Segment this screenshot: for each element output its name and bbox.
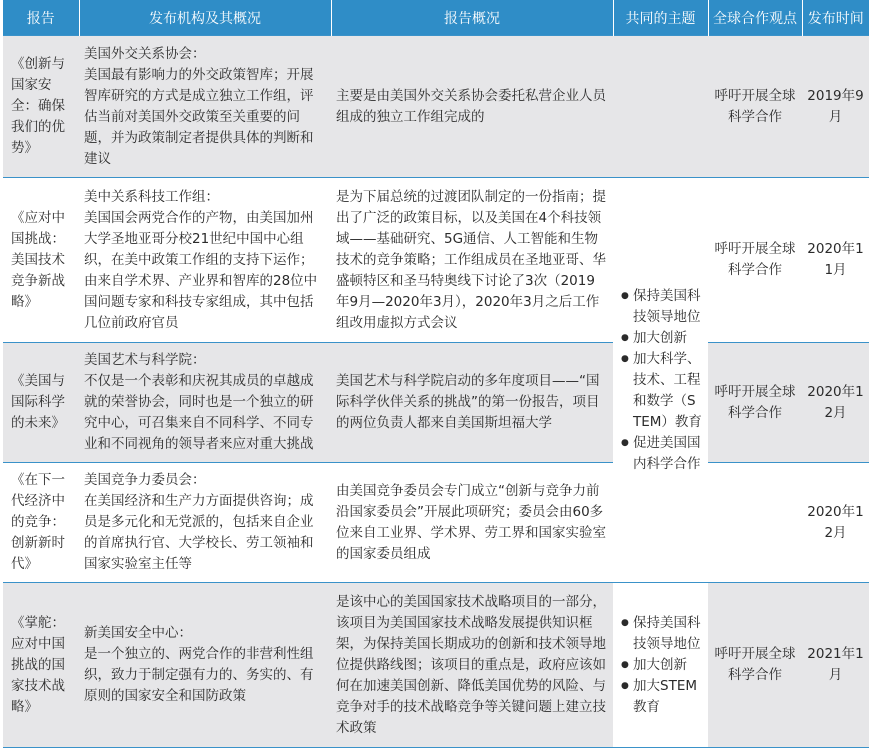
global-view: 呼吁开展全球科学合作 (708, 36, 802, 178)
theme-list (621, 613, 703, 718)
table-row (3, 36, 869, 178)
org-name: 美国艺术与科学院： (84, 352, 206, 368)
org-description: 不仅是一个表彰和庆祝其成员的卓越成就的荣誉协会，同时也是一个独立的研究中心，可召集来自不同科学、不同专业和不同视角的领导者来应对重大挑战 (84, 373, 314, 452)
table-row (3, 178, 869, 343)
org-name: 美国竞争力委员会： (84, 472, 206, 488)
header-summary: 报告概况 (331, 0, 613, 36)
report-title: 《应对中国挑战：美国技术竞争新战略》 (3, 178, 79, 343)
report-summary: 主要是由美国外交关系协会委托私营企业人员组成的独立工作组完成的 (331, 36, 613, 178)
publish-date: 2021年1月 (802, 583, 869, 748)
report-title: 《掌舵：应对中国挑战的国家技术战略》 (3, 583, 79, 748)
table-row (3, 463, 869, 583)
report-summary: 是为下届总统的过渡团队制定的一份指南；提出了广泛的政策目标，以及美国在4个科技领域——基础研究、5G通信、人工智能和生物技术的竞争策略；工作组成员在圣地亚哥、华盛顿特区和圣马特奥线下讨论了3次（2019年9月—2020年3月），2020年3月之后工作组改用虚拟方式会议 (331, 178, 613, 343)
org-name: 新美国安全中心： (84, 625, 192, 641)
publish-date: 2020年12月 (802, 463, 869, 583)
last-themes (613, 583, 708, 748)
report-title: 《美国与国际科学的未来》 (3, 343, 79, 463)
table-header-row (3, 0, 869, 36)
header-theme: 共同的主题 (613, 0, 708, 36)
org-name: 美中关系科技工作组： (84, 188, 219, 205)
org-cell (79, 36, 331, 178)
header-view: 全球合作观点 (708, 0, 802, 36)
global-view: 呼吁开展全球科学合作 (708, 178, 802, 343)
global-view: 呼吁开展全球科学合作 (708, 583, 802, 748)
org-name: 美国外交关系协会： (84, 45, 206, 62)
report-summary: 是该中心的美国国家技术战略项目的一部分，该项目为美国国家技术战略发展提供知识框架，为保持美国长期成功的创新和技术领导地位提供路线图；该项目的重点是，政府应该如何在加速美国创新、降低美国优势的风险、与竞争对手的技术战略竞争等关键问题上建立技术政策 (331, 583, 613, 748)
theme-item: ● 加大STEM教育 (621, 676, 703, 718)
publish-date: 2020年11月 (802, 178, 869, 343)
header-org: 发布机构及其概况 (79, 0, 331, 36)
report-title: 《创新与国家安全：确保我们的优势》 (3, 36, 79, 178)
theme-item: ● 加大创新 (621, 328, 703, 349)
org-description: 是一个独立的、两党合作的非营利性组织，致力于制定强有力的、务实的、有原则的国家安全和国防政策 (84, 646, 314, 704)
theme-item: ● 加大科学、技术、工程和数学（STEM）教育 (621, 349, 703, 433)
theme-item: ● 加大创新 (621, 655, 703, 676)
org-cell (79, 178, 331, 343)
publish-date: 2020年12月 (802, 343, 869, 463)
table-row (3, 583, 869, 748)
global-view (708, 463, 802, 583)
report-title: 《在下一代经济中的竞争：创新新时代》 (3, 463, 79, 583)
reports-table (3, 0, 869, 748)
org-cell (79, 343, 331, 463)
org-description: 在美国经济和生产力方面提供咨询；成员是多元化和无党派的，包括来自企业的首席执行官、大学校长、劳工领袖和国家实验室主任等 (84, 493, 314, 572)
table-row (3, 343, 869, 463)
theme-list (621, 286, 703, 475)
theme-item: ● 保持美国科技领导地位 (621, 613, 703, 655)
report-summary: 由美国竞争委员会专门成立“创新与竞争力前沿国家委员会”开展此项研究；委员会由60多位来自工业界、学术界、劳工界和国家实验室的国家委员组成 (331, 463, 613, 583)
header-report: 报告 (3, 0, 79, 36)
theme-item: ● 促进美国国内科学合作 (621, 433, 703, 475)
publish-date: 2019年9月 (802, 36, 869, 178)
org-cell (79, 583, 331, 748)
org-description: 美国最有影响力的外交政策智库；开展智库研究的方式是成立独立工作组，评估当前对美国外交政策至关重要的问题，并为政策制定者提供具体的判断和建议 (84, 66, 314, 167)
report-summary: 美国艺术与科学院启动的多年度项目——“国际科学伙伴关系的挑战”的第一份报告，项目的两位负责人都来自美国斯坦福大学 (331, 343, 613, 463)
shared-themes (613, 178, 708, 583)
header-date: 发布时间 (802, 0, 869, 36)
theme-cell-empty (613, 36, 708, 178)
org-description: 美国国会两党合作的产物，由美国加州大学圣地亚哥分校21世纪中国中心组织，在美中政策工作组的支持下运作；由来自学术界、产业界和智库的28位中国问题专家和科技专家组成，其中包括几位前政府官员 (84, 209, 318, 331)
theme-item: ● 保持美国科技领导地位 (621, 286, 703, 328)
global-view: 呼吁开展全球科学合作 (708, 343, 802, 463)
org-cell (79, 463, 331, 583)
